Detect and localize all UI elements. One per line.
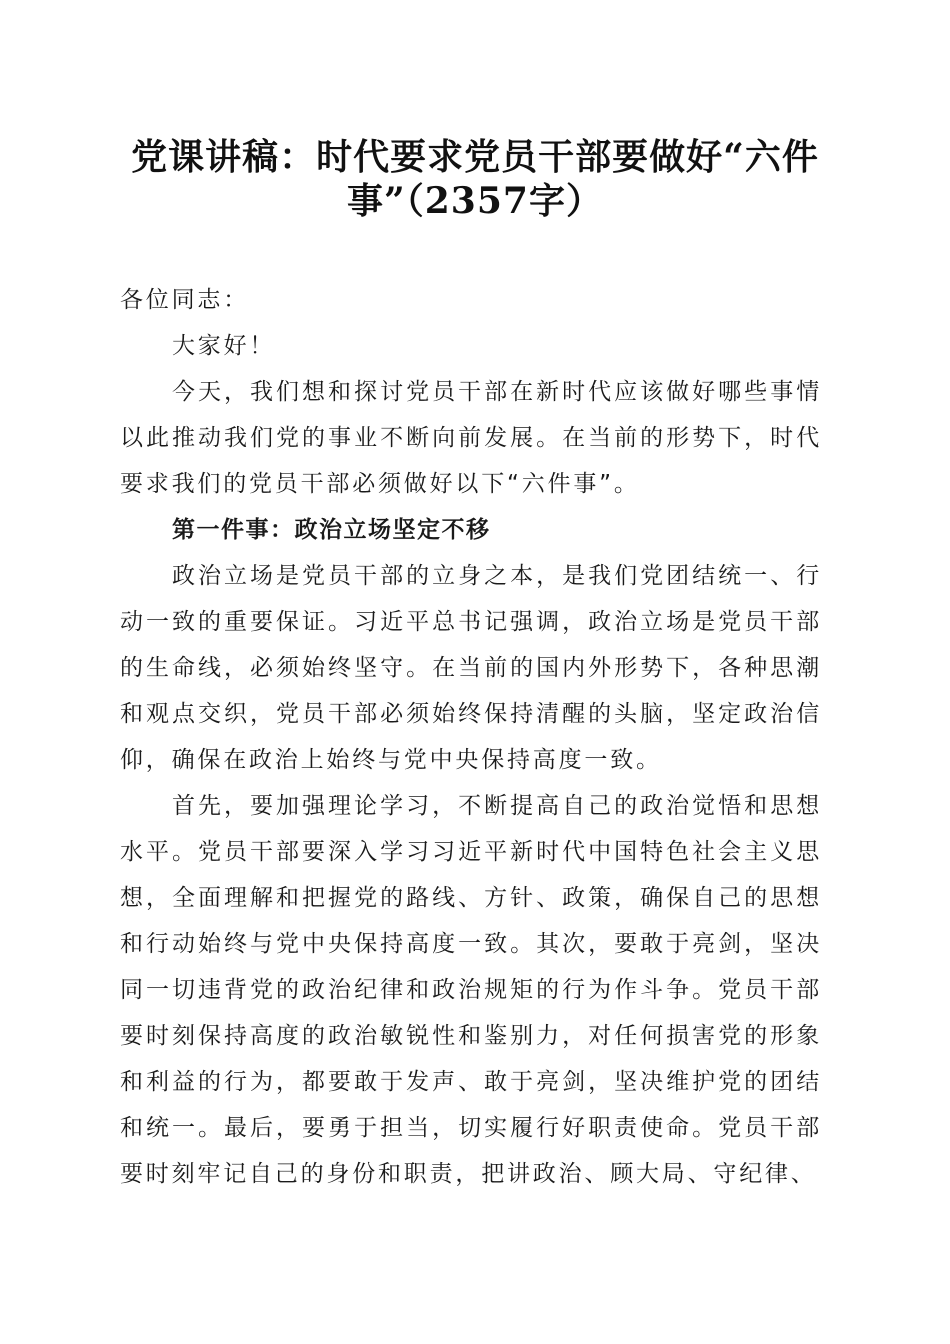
body-paragraph: 政治立场是党员干部的立身之本，是我们党团结统一、行动一致的重要保证。习近平总书记强调，政治立场是党员干部的生命线，必须始终坚守。在当前的国内外形势下，各种思潮和观点交织，党员干部必须始终保持清醒的头脑，坚定政治信仰，确保在政治上始终与党中央保持高度一致。 xyxy=(120,563,822,773)
document-title: 党课讲稿：时代要求党员干部要做好“六件事”（2357字） xyxy=(131,136,819,222)
intro-paragraph: 今天，我们想和探讨党员干部在新时代应该做好哪些事情以此推动我们党的事业不断向前发展。在当前的形势下，时代要求我们的党员干部必须做好以下“六件事”。 xyxy=(120,379,822,497)
document-body xyxy=(120,277,822,1197)
section-heading: 第一件事：政治立场坚定不移 xyxy=(172,517,491,543)
body-paragraph: 首先，要加强理论学习，不断提高自己的政治觉悟和思想水平。党员干部要深入学习习近平新时代中国特色社会主义思想，全面理解和把握党的路线、方针、政策，确保自己的思想和行动始终与党中央保持高度一致。其次，要敢于亮剑，坚决同一切违背党的政治纪律和政治规矩的行为作斗争。党员干部要时刻保持高度的政治敏锐性和鉴别力，对任何损害党的形象和利益的行为，都要敢于发声、敢于亮剑，坚决维护党的团结和统一。最后，要勇于担当，切实履行好职责使命。党员干部要时刻牢记自己的身份和职责，把讲政治、顾大局、守纪律、 xyxy=(120,793,822,1187)
greeting: 大家好！ xyxy=(172,333,276,359)
salutation: 各位同志： xyxy=(120,287,249,313)
